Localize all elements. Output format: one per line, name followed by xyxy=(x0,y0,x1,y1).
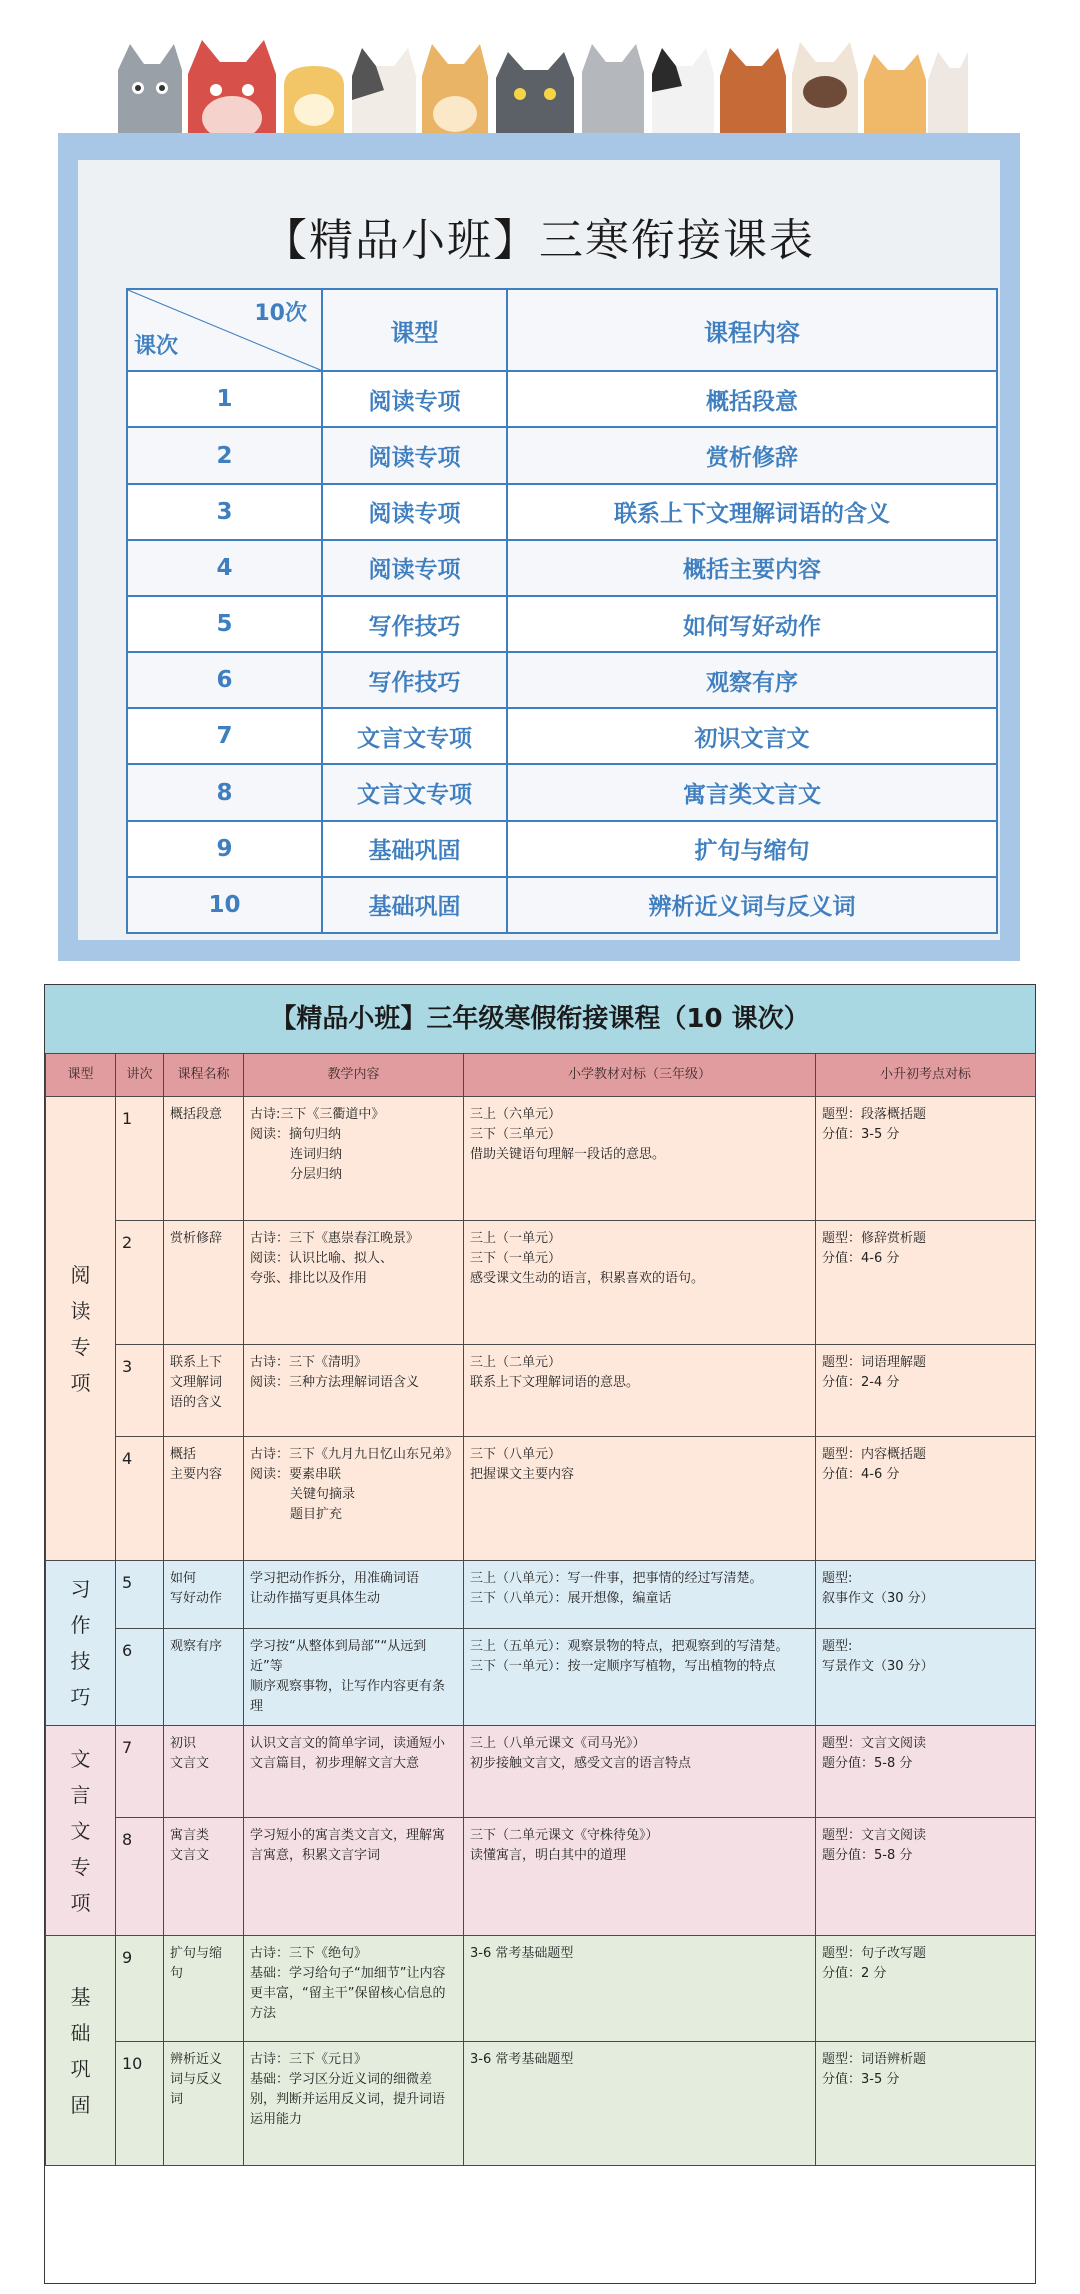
text-line: 三上（六单元） xyxy=(470,1107,562,1122)
exam-alignment xyxy=(816,1437,1036,1561)
text-line: 题型：修辞赏析题 xyxy=(822,1231,927,1246)
textbook-alignment xyxy=(464,1629,816,1726)
schedule-row xyxy=(127,540,997,596)
text-line: 古诗：三下《元日》 xyxy=(250,2052,368,2067)
text-line: 题型: xyxy=(822,1571,853,1586)
text-line: 分值：4-6 分 xyxy=(822,1251,900,1266)
course-name xyxy=(164,1726,244,1818)
section-char: 项 xyxy=(70,1890,91,1915)
section-char: 读 xyxy=(70,1298,91,1323)
course-detail-card xyxy=(44,984,1036,2284)
exam-alignment xyxy=(816,1561,1036,1629)
text-line: 写景作文（30 分） xyxy=(822,1659,934,1674)
text-line: 学习按“从整体到局部”“从远到近”等 xyxy=(250,1639,427,1674)
section-label-reading xyxy=(46,1097,116,1561)
text-line: 分值：3-5 分 xyxy=(822,2072,900,2087)
lesson-number: 5 xyxy=(116,1561,164,1629)
course-detail-title: 【精品小班】三年级寒假衔接课程（10 课次） xyxy=(45,985,1035,1054)
text-line: 辨析近义 xyxy=(170,2052,223,2067)
text-line: 题目扩充 xyxy=(290,1507,343,1522)
text-line: 扩句与缩 xyxy=(170,1946,223,1961)
text-line: 古诗：三下《惠崇春江晚景》 xyxy=(250,1231,420,1246)
schedule-row xyxy=(127,427,997,483)
section-char: 巩 xyxy=(70,2056,91,2081)
lesson-number: 8 xyxy=(116,1818,164,1936)
schedule-row xyxy=(127,764,997,820)
text-line: 叙事作文（30 分） xyxy=(822,1591,934,1606)
text-line: 题型：段落概括题 xyxy=(822,1107,927,1122)
lesson-type: 阅读专项 xyxy=(322,484,507,540)
header-lesson-no: 讲次 xyxy=(116,1054,164,1097)
exam-alignment xyxy=(816,1818,1036,1936)
lesson-number: 1 xyxy=(116,1097,164,1221)
text-line: 题型: xyxy=(822,1639,853,1654)
detail-row xyxy=(46,1726,1036,1818)
text-line: 更丰富，“留主干”保留核心信息的 xyxy=(250,1986,446,2001)
lesson-content: 联系上下文理解词语的含义 xyxy=(507,484,997,540)
lesson-number: 5 xyxy=(127,596,322,652)
section-char: 础 xyxy=(70,2020,91,2045)
text-line: 概括段意 xyxy=(170,1107,223,1122)
lesson-content: 概括主要内容 xyxy=(507,540,997,596)
course-name xyxy=(164,1629,244,1726)
text-line: 句 xyxy=(170,1966,184,1981)
lesson-number: 8 xyxy=(127,764,322,820)
text-line: 3-6 常考基础题型 xyxy=(470,2052,574,2067)
text-line: 言寓意，积累文言字词 xyxy=(250,1848,381,1863)
text-line: 古诗：三下《绝句》 xyxy=(250,1946,368,1961)
text-line: 阅读：三种方法理解词语含义 xyxy=(250,1375,420,1390)
section-char: 专 xyxy=(70,1334,91,1359)
course-name xyxy=(164,1437,244,1561)
header-course-type: 课型 xyxy=(46,1054,116,1097)
text-line: 分值：2-4 分 xyxy=(822,1375,900,1390)
course-name xyxy=(164,1221,244,1345)
text-line: 三下（二单元课文《守株待兔》） xyxy=(470,1828,659,1843)
text-line: 三上（二单元） xyxy=(470,1355,562,1370)
text-line: 把握课文主要内容 xyxy=(470,1467,575,1482)
exam-alignment xyxy=(816,1097,1036,1221)
lesson-number: 9 xyxy=(127,821,322,877)
text-line: 三下（八单元）：展开想像，编童话 xyxy=(470,1591,672,1606)
lesson-type: 写作技巧 xyxy=(322,596,507,652)
text-line: 分值：2 分 xyxy=(822,1966,887,1981)
section-char: 习 xyxy=(70,1577,91,1601)
section-char: 言 xyxy=(70,1782,91,1807)
header-teaching: 教学内容 xyxy=(244,1054,464,1097)
schedule-title: 【精品小班】三寒衔接课表 xyxy=(263,215,815,266)
lesson-number: 1 xyxy=(127,371,322,427)
schedule-row xyxy=(127,371,997,427)
section-char: 固 xyxy=(70,2092,91,2117)
detail-row xyxy=(46,1437,1036,1561)
section-char: 阅 xyxy=(70,1262,91,1287)
course-name xyxy=(164,1097,244,1221)
lesson-content: 扩句与缩句 xyxy=(507,821,997,877)
textbook-alignment xyxy=(464,2042,816,2166)
text-line: 基础：学习给句子“加细节”让内容 xyxy=(250,1966,446,1981)
text-line: 三下（八单元） xyxy=(470,1447,562,1462)
text-line: 三上（八单元）：写一件事，把事情的经过写清楚。 xyxy=(470,1571,763,1586)
lesson-number: 6 xyxy=(116,1629,164,1726)
text-line: 题型：句子改写题 xyxy=(822,1946,927,1961)
schedule-row xyxy=(127,596,997,652)
text-line: 感受课文生动的语言，积累喜欢的语句。 xyxy=(470,1271,705,1286)
lesson-type: 基础巩固 xyxy=(322,821,507,877)
exam-alignment xyxy=(816,1936,1036,2042)
schedule-table xyxy=(126,288,998,934)
text-line: 题型：文言文阅读 xyxy=(822,1828,927,1843)
detail-header-row xyxy=(46,1054,1036,1097)
detail-row xyxy=(46,1221,1036,1345)
section-char: 项 xyxy=(70,1370,91,1395)
detail-row xyxy=(46,2042,1036,2166)
cats-banner xyxy=(108,30,968,150)
text-line: 3-6 常考基础题型 xyxy=(470,1946,574,1961)
text-line: 文言篇目，初步理解文言大意 xyxy=(250,1756,420,1771)
text-line: 古诗：三下《九月九日忆山东兄弟》 xyxy=(250,1447,459,1462)
text-line: 分值：4-6 分 xyxy=(822,1467,900,1482)
detail-row xyxy=(46,1097,1036,1221)
text-line: 题型：词语辨析题 xyxy=(822,2052,927,2067)
text-line: 借助关键语句理解一段话的意思。 xyxy=(470,1147,666,1162)
course-name xyxy=(164,1936,244,2042)
text-line: 文理解词 xyxy=(170,1375,223,1390)
section-char: 文 xyxy=(70,1818,91,1843)
lesson-number: 10 xyxy=(116,2042,164,2166)
exam-alignment xyxy=(816,1726,1036,1818)
section-char: 作 xyxy=(70,1613,91,1637)
lesson-number: 7 xyxy=(127,708,322,764)
lesson-number: 4 xyxy=(116,1437,164,1561)
text-line: 赏析修辞 xyxy=(170,1231,223,1246)
schedule-row xyxy=(127,877,997,933)
text-line: 理 xyxy=(250,1699,264,1714)
course-name xyxy=(164,1561,244,1629)
teaching-content xyxy=(244,1437,464,1561)
text-line: 题分值：5-8 分 xyxy=(822,1848,913,1863)
text-line: 寓言类 xyxy=(170,1828,210,1843)
textbook-alignment xyxy=(464,1097,816,1221)
detail-row xyxy=(46,1561,1036,1629)
text-line: 关键句摘录 xyxy=(290,1487,356,1502)
text-line: 初步接触文言文，感受文言的语言特点 xyxy=(470,1756,692,1771)
text-line: 运用能力 xyxy=(250,2112,303,2127)
text-line: 观察有序 xyxy=(170,1639,223,1654)
lesson-content: 辨析近义词与反义词 xyxy=(507,877,997,933)
textbook-alignment xyxy=(464,1221,816,1345)
teaching-content xyxy=(244,2042,464,2166)
schedule-row xyxy=(127,821,997,877)
schedule-card xyxy=(58,133,1020,961)
corner-top-label: 10次 xyxy=(254,301,307,326)
lesson-number: 2 xyxy=(116,1221,164,1345)
textbook-alignment xyxy=(464,1936,816,2042)
section-label-basics xyxy=(46,1936,116,2166)
text-line: 分层归纳 xyxy=(290,1167,343,1182)
text-line: 概括 xyxy=(170,1447,197,1462)
text-line: 三上（八单元课文《司马光》） xyxy=(470,1736,646,1751)
textbook-alignment xyxy=(464,1345,816,1437)
text-line: 联系上下文理解词语的意思。 xyxy=(470,1375,640,1390)
course-name xyxy=(164,1818,244,1936)
lesson-content: 赏析修辞 xyxy=(507,427,997,483)
text-line: 学习短小的寓言类文言文，理解寓 xyxy=(250,1828,446,1843)
lesson-type: 基础巩固 xyxy=(322,877,507,933)
text-line: 词 xyxy=(170,2092,184,2107)
text-line: 词与反义 xyxy=(170,2072,223,2087)
text-line: 分值：3-5 分 xyxy=(822,1127,900,1142)
text-line: 让动作描写更具体生动 xyxy=(250,1591,381,1606)
text-line: 连词归纳 xyxy=(290,1147,343,1162)
lesson-number: 4 xyxy=(127,540,322,596)
textbook-alignment xyxy=(464,1726,816,1818)
text-line: 题型：词语理解题 xyxy=(822,1355,927,1370)
text-line: 题分值：5-8 分 xyxy=(822,1756,913,1771)
text-line: 夸张、排比以及作用 xyxy=(250,1271,368,1286)
detail-row xyxy=(46,1345,1036,1437)
text-line: 别，判断并运用反义词，提升词语 xyxy=(250,2092,446,2107)
teaching-content xyxy=(244,1818,464,1936)
schedule-row xyxy=(127,484,997,540)
lesson-number: 2 xyxy=(127,427,322,483)
course-name xyxy=(164,2042,244,2166)
column-header-content: 课程内容 xyxy=(507,289,997,371)
text-line: 主要内容 xyxy=(170,1467,223,1482)
header-corner-cell xyxy=(127,289,322,371)
section-char: 技 xyxy=(70,1649,91,1673)
lesson-type: 文言文专项 xyxy=(322,708,507,764)
schedule-card-inner xyxy=(78,160,1000,940)
schedule-row xyxy=(127,652,997,708)
text-line: 阅读：认识比喻、拟人、 xyxy=(250,1251,394,1266)
textbook-alignment xyxy=(464,1437,816,1561)
textbook-alignment xyxy=(464,1818,816,1936)
course-detail-table xyxy=(45,1053,1036,2166)
lesson-number: 10 xyxy=(127,877,322,933)
lesson-type: 文言文专项 xyxy=(322,764,507,820)
exam-alignment xyxy=(816,1345,1036,1437)
detail-row xyxy=(46,1629,1036,1726)
lesson-content: 观察有序 xyxy=(507,652,997,708)
text-line: 写好动作 xyxy=(170,1591,223,1606)
lesson-type: 阅读专项 xyxy=(322,540,507,596)
column-header-type: 课型 xyxy=(322,289,507,371)
text-line: 基础：学习区分近义词的细微差 xyxy=(250,2072,433,2087)
lesson-number: 3 xyxy=(127,484,322,540)
teaching-content xyxy=(244,1726,464,1818)
header-course-name: 课程名称 xyxy=(164,1054,244,1097)
header-exam: 小升初考点对标 xyxy=(816,1054,1036,1097)
header-textbook: 小学教材对标（三年级） xyxy=(464,1054,816,1097)
lesson-number: 3 xyxy=(116,1345,164,1437)
text-line: 方法 xyxy=(250,2006,277,2021)
text-line: 学习把动作拆分，用准确词语 xyxy=(250,1571,420,1586)
text-line: 顺序观察事物，让写作内容更有条 xyxy=(250,1679,446,1694)
lesson-content: 初识文言文 xyxy=(507,708,997,764)
text-line: 三下（三单元） xyxy=(470,1127,562,1142)
text-line: 题型：内容概括题 xyxy=(822,1447,927,1462)
text-line: 如何 xyxy=(170,1571,197,1586)
detail-row xyxy=(46,1936,1036,2042)
section-char: 专 xyxy=(70,1854,91,1879)
section-char: 文 xyxy=(70,1746,91,1771)
text-line: 读懂寓言，明白其中的道理 xyxy=(470,1848,627,1863)
teaching-content xyxy=(244,1097,464,1221)
teaching-content xyxy=(244,1936,464,2042)
text-line: 古诗:三下《三衢道中》 xyxy=(250,1107,385,1122)
teaching-content xyxy=(244,1561,464,1629)
lesson-type: 写作技巧 xyxy=(322,652,507,708)
text-line: 语的含义 xyxy=(170,1395,223,1410)
cat-illustration xyxy=(118,40,968,148)
lesson-type: 阅读专项 xyxy=(322,427,507,483)
section-char: 巧 xyxy=(70,1685,91,1709)
teaching-content xyxy=(244,1221,464,1345)
text-line: 文言文 xyxy=(170,1848,210,1863)
text-line: 古诗：三下《清明》 xyxy=(250,1355,368,1370)
textbook-alignment xyxy=(464,1561,816,1629)
text-line: 三上（五单元）：观察景物的特点，把观察到的写清楚。 xyxy=(470,1639,789,1654)
section-label-classical xyxy=(46,1726,116,1936)
text-line: 阅读：摘句归纳 xyxy=(250,1127,342,1142)
lesson-type: 阅读专项 xyxy=(322,371,507,427)
exam-alignment xyxy=(816,2042,1036,2166)
teaching-content xyxy=(244,1345,464,1437)
exam-alignment xyxy=(816,1221,1036,1345)
lesson-content: 概括段意 xyxy=(507,371,997,427)
lesson-number: 7 xyxy=(116,1726,164,1818)
corner-bottom-label: 课次 xyxy=(134,334,179,360)
text-line: 文言文 xyxy=(170,1756,210,1771)
text-line: 三下（一单元） xyxy=(470,1251,562,1266)
lesson-content: 如何写好动作 xyxy=(507,596,997,652)
text-line: 阅读：要素串联 xyxy=(250,1467,342,1482)
text-line: 三下（一单元）：按一定顺序写植物，写出植物的特点 xyxy=(470,1659,776,1674)
lesson-content: 寓言类文言文 xyxy=(507,764,997,820)
course-name xyxy=(164,1345,244,1437)
teaching-content xyxy=(244,1629,464,1726)
text-line: 三上（一单元） xyxy=(470,1231,562,1246)
schedule-row xyxy=(127,708,997,764)
text-line: 题型：文言文阅读 xyxy=(822,1736,927,1751)
exam-alignment xyxy=(816,1629,1036,1726)
section-label-writing xyxy=(46,1561,116,1726)
text-line: 初识 xyxy=(170,1736,197,1751)
text-line: 联系上下 xyxy=(170,1355,223,1370)
lesson-number: 9 xyxy=(116,1936,164,2042)
lesson-number: 6 xyxy=(127,652,322,708)
section-char: 基 xyxy=(70,1984,91,2009)
text-line: 认识文言文的简单字词，读通短小 xyxy=(250,1736,446,1751)
detail-row xyxy=(46,1818,1036,1936)
